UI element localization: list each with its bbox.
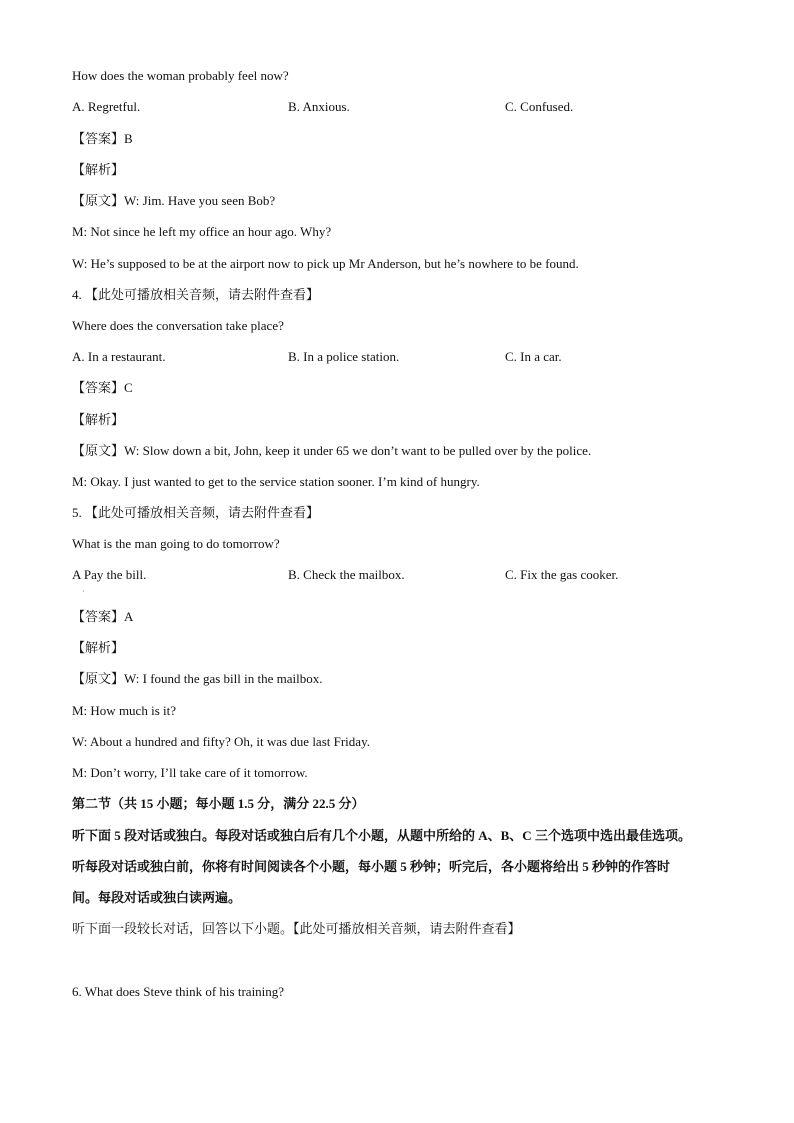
q4-header: 4. 【此处可播放相关音频，请去附件查看】: [72, 287, 320, 302]
q3-answer: 【答案】B: [72, 131, 133, 146]
q4-script-line: M: Okay. I just wanted to get to the service station sooner. I’m kind of hungry.: [72, 474, 480, 489]
q3-option-c: C. Confused.: [505, 99, 574, 114]
q5-header: 5. 【此处可播放相关音频，请去附件查看】: [72, 505, 320, 520]
q4-option-c: C. In a car.: [505, 349, 562, 364]
section2-title: 第二节（共 15 小题；每小题 1.5 分，满分 22.5 分）: [72, 796, 365, 811]
q3-script-line: W: He’s supposed to be at the airport now to pick up Mr Anderson, but he’s nowhere to be found.: [72, 256, 579, 271]
q4-answer: 【答案】C: [72, 380, 133, 395]
q4-analysis-label: 【解析】: [72, 412, 125, 427]
q5-option-b: B. Check the mailbox.: [288, 567, 405, 582]
q5-question: What is the man going to do tomorrow?: [72, 536, 280, 551]
q3-script-line: 【原文】W: Jim. Have you seen Bob?: [72, 193, 276, 208]
q5-analysis-label: 【解析】: [72, 640, 125, 655]
q3-question: How does the woman probably feel now?: [72, 68, 289, 83]
section2-instruction: 听下面 5 段对话或独白。每段对话或独白后有几个小题，从题中所给的 A、B、C 三个选项中选出最佳选项。: [72, 828, 691, 843]
section2-intro: 听下面一段较长对话，回答以下小题。【此处可播放相关音频，请去附件查看】: [72, 921, 521, 936]
q5-script-line: W: About a hundred and fifty? Oh, it was due last Friday.: [72, 734, 370, 749]
q3-option-b: B. Anxious.: [288, 99, 350, 114]
q4-option-a: A. In a restaurant.: [72, 349, 166, 364]
section2-instruction: 间。每段对话或独白读两遍。: [72, 890, 242, 905]
q3-script-line: M: Not since he left my office an hour ago. Why?: [72, 224, 332, 239]
stray-mark: ·: [82, 587, 85, 596]
q5-option-a: A Pay the bill.: [72, 567, 147, 582]
q6-question: 6. What does Steve think of his training?: [72, 984, 285, 999]
section2-instruction: 听每段对话或独白前，你将有时间阅读各个小题，每小题 5 秒钟；听完后，各小题将给出 5 秒钟的作答时: [72, 859, 671, 874]
q3-option-a: A. Regretful.: [72, 99, 141, 114]
q5-script-line: 【原文】W: I found the gas bill in the mailbox.: [72, 671, 323, 686]
q4-option-b: B. In a police station.: [288, 349, 400, 364]
q4-script-line: 【原文】W: Slow down a bit, John, keep it under 65 we don’t want to be pulled over by the police.: [72, 443, 592, 458]
q5-answer: 【答案】A: [72, 609, 134, 624]
q5-script-line: M: How much is it?: [72, 703, 176, 718]
q3-analysis-label: 【解析】: [72, 162, 125, 177]
q4-question: Where does the conversation take place?: [72, 318, 284, 333]
q5-script-line: M: Don’t worry, I’ll take care of it tomorrow.: [72, 765, 308, 780]
q5-option-c: C. Fix the gas cooker.: [505, 567, 619, 582]
